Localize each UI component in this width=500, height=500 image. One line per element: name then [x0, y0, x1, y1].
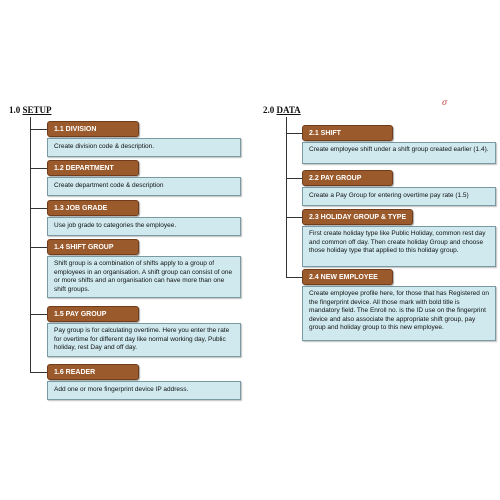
data-item-description: Create a Pay Group for entering overtime pay rate (1.5) — [302, 187, 496, 206]
setup-heading-number: 1.0 — [9, 105, 21, 115]
setup-branch-6 — [30, 372, 47, 373]
setup-item-label: 1.3 JOB GRADE — [47, 200, 139, 216]
data-branch-2 — [286, 178, 302, 179]
setup-item-description: Create division code & description. — [47, 138, 241, 157]
data-item-description: First create holiday type like Public Holiday, common rest day and common off day. Then create holiday Group and choose those holiday type that applied to this holiday group. — [302, 226, 496, 267]
data-item-label: 2.4 NEW EMPLOYEE — [302, 269, 393, 285]
data-item-label: 2.2 PAY GROUP — [302, 170, 393, 186]
data-tree-trunk — [286, 117, 287, 278]
data-branch-4 — [286, 277, 302, 278]
data-branch-3 — [286, 217, 302, 218]
data-heading — [263, 105, 301, 115]
setup-item-description: Create department code & description — [47, 177, 241, 196]
setup-heading — [9, 105, 52, 115]
setup-item-label: 1.6 READER — [47, 364, 139, 380]
setup-item-description: Pay group is for calculating overtime. Here you enter the rate for overtime for different day like normal working day, Public holiday, rest Day and off day. — [47, 323, 241, 357]
decorative-mark: σ — [442, 98, 448, 107]
data-item-label: 2.3 HOLIDAY GROUP & TYPE — [302, 209, 413, 225]
setup-branch-3 — [30, 208, 47, 209]
data-heading-number: 2.0 — [263, 105, 275, 115]
data-heading-title: DATA — [276, 105, 301, 115]
setup-item-description: Add one or more fingerprint device IP address. — [47, 381, 241, 400]
setup-item-label: 1.5 PAY GROUP — [47, 306, 139, 322]
setup-item-label: 1.2 DEPARTMENT — [47, 160, 139, 176]
setup-item-description: Shift group is a combination of shifts apply to a group of employees in an organisation. A shift group can consist of one or more shifts and an organisation can have more than one shift groups. — [47, 256, 241, 298]
setup-heading-title: SETUP — [22, 105, 52, 115]
data-item-description: Create employee profile here, for those that has Registered on the fingerprint device. All those mark with bold title is mandatory field. The Enroll no. is the ID use on the fingerprint device and also associate the appropriate shift group, pay group and holiday group to this new employee. — [302, 286, 496, 341]
setup-tree-trunk — [30, 117, 31, 373]
setup-item-label: 1.1 DIVISION — [47, 121, 139, 137]
setup-item-label: 1.4 SHIFT GROUP — [47, 239, 139, 255]
setup-branch-5 — [30, 314, 47, 315]
data-item-description: Create employee shift under a shift group created earlier (1.4). — [302, 142, 496, 164]
setup-item-description: Use job grade to categories the employee. — [47, 217, 241, 236]
setup-branch-1 — [30, 129, 47, 130]
setup-branch-2 — [30, 168, 47, 169]
data-item-label: 2.1 SHIFT — [302, 125, 393, 141]
data-branch-1 — [286, 133, 302, 134]
setup-branch-4 — [30, 247, 47, 248]
